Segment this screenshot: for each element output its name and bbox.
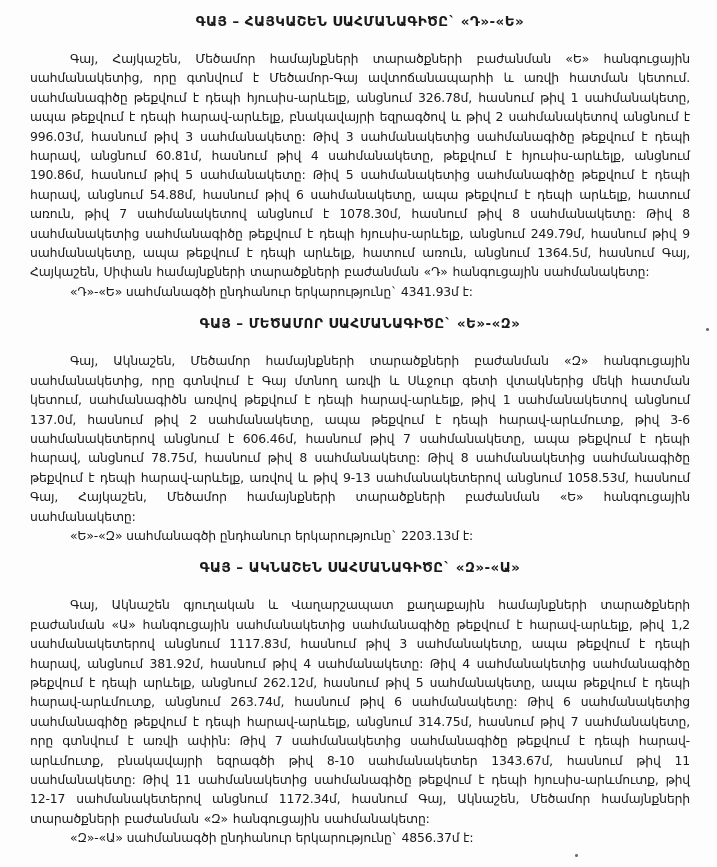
section-body-gay-aknashen: Գայ, Ակնաշեն գյուղական և Վաղարշապատ քաղաքային համայնքների տարածքների բաժանման «Ա» հանգուցային սահմանակետից սահմանագիծը թեքվում է հարավ-արևելք, թիվ 1,2 սահմանակետերով անցնում 1117.83մ, հասնում թիվ 3 սահմանակետը, ապա թեքվում է դեպի հարավ, անցնում 381.92մ, հասնում թիվ 4 սահմանակետը: Թիվ 4 սահմանակետից սահմանագիծը թեքվում է դեպի արևելք, անցնում 262.12մ, հասնում թիվ 5 սահմանակետը, ապա թեքվում է դեպի հարավ-արևմուտք, անցնում 263.74մ, հասնում թիվ 6 սահմանակետը: Թիվ 6 սահմանակետից սահմանագիծը թեքվում է դեպի հարավ-արևելք, անցնում 314.75մ, հասնում թիվ 7 սահմանակետը, որը գտնվում է առվի ափին: Թիվ 7 սահմանակետից սահմանագիծը թեքվում է դեպի հարավ-արևմուտք, բնակավայրի եզրագծի թիվ 8-10 սահմանակետեր 1343.67մ, հասնում թիվ 11 սահմանակետը: Թիվ 11 սահմանակետից սահմանագիծը թեքվում է դեպի հյուսիս-արևմուտք, թիվ 12-17 սահմանակետերով անցնում 1172.34մ, հասնում Գայ, Ակնաշեն, Մեծամոր համայնքների տարածքների բաժանման «Զ» հանգուցային սահմանակետը: bbox=[30, 597, 690, 826]
section-summary-gay-aknashen: «Զ»-«Ա» սահմանագծի ընդհանուր երկարությունը` 4856.37մ է: bbox=[70, 830, 474, 846]
scan-speck bbox=[575, 854, 578, 857]
section-heading-gay-metsamor: ԳԱՅ – ՄԵԾԱՄՈՐ ՍԱՀՄԱՆԱԳԻԾԸ` «Ե»-«Զ» bbox=[199, 316, 521, 333]
section-heading-gay-aknashen: ԳԱՅ – ԱԿՆԱՇԵՆ ՍԱՀՄԱՆԱԳԻԾԸ` «Զ»-«Ա» bbox=[199, 560, 521, 577]
section-gay-metsamor bbox=[30, 316, 690, 545]
section-body-gay-haykashen: Գայ, Հայկաշեն, Մեծամոր համայնքների տարածքների բաժանման «Ե» հանգուցային սահմանակետից, որը գտնվում է Մեծամոր-Գայ ավտոճանապարհի և առվի հատման կետում. սահմանագիծը թեքվում է դեպի հյուսիս-արևելք, անցնում 326.78մ, հասնում թիվ 1 սահմանակետը, ապա թեքվում է դեպի հարավ-արևելք, բնակավայրի եզրագծով և թիվ 2 սահմանակետով անցնում է 996.03մ, հասնում թիվ 3 սահմանակետը: Թիվ 3 սահմանակետից սահմանագիծը թեքվում է դեպի հարավ, անցնում 60.81մ, հասնում թիվ 4 սահմանակետը, թեքվում է հյուսիս-արևելք, անցնում 190.86մ, հասնում թիվ 5 սահմանակետը: Թիվ 5 սահմանակետից սահմանագիծը թեքվում է դեպի հարավ, անցնում 54.88մ, հասնում թիվ 6 սահմանակետը, ապա թեքվում է դեպի արևելք, հատում առուն, թիվ 7 սահմանակետով անցնում է 1078.30մ, հասնում թիվ 8 սահմանակետը: Թիվ 8 սահմանակետից սահմանագիծը թեքվում է դեպի հյուսիս-արևելք, անցնում 249.79մ, հասնում թիվ 9 սահմանակետը, ապա թեքվում է դեպի արևելք, հատում առուն, անցնում 1364.5մ, հասնում Գայ, Հայկաշեն, Սիփան համայնքների տարածքների բաժանման «Դ» հանգուցային սահմանակետը: bbox=[30, 51, 690, 280]
section-body-gay-metsamor: Գայ, Ակնաշեն, Մեծամոր համայնքների տարածքների բաժանման «Զ» հանգուցային սահմանակետից, որը գտնվում է Գայ մտնող առվի և Սևջուր գետի վտակներից մեկի հատման կետում, սահմանագիծն առվով թեքվում է դեպի հարավ-արևելք, թիվ 1 սահմանակետով անցնում 137.0մ, հասնում թիվ 2 սահմանակետը, ապա թեքվում է դեպի հարավ-արևմուտք, թիվ 3-6 սահմանակետերով անցնում է 606.46մ, հասնում թիվ 7 սահմանակետը, ապա թեքվում է դեպի հարավ, անցնում 78.75մ, հասնում թիվ 8 սահմանակետը: Թիվ 8 սահմանակետից սահմանագիծը թեքվում է դեպի հարավ-արևելք, առվով և թիվ 9-13 սահմանակետերով անցնում 1058.53մ, հասնում Գայ, Հայկաշեն, Մեծամոր համայնքների տարածքների բաժանման «Ե» հանգուցային սահմանակետը: bbox=[30, 353, 690, 524]
section-summary-gay-metsamor: «Ե»-«Զ» սահմանագծի ընդհանուր երկարությունը` 2203.13մ է: bbox=[70, 527, 474, 543]
section-gay-aknashen bbox=[30, 560, 690, 847]
section-heading-gay-haykashen: ԳԱՅ – ՀԱՅԿԱՇԵՆ ՍԱՀՄԱՆԱԳԻԾԸ` «Դ»-«Ե» bbox=[195, 14, 525, 30]
section-summary-gay-haykashen: «Դ»-«Ե» սահմանագծի ընդհանուր երկարությունը` 4341.93մ է: bbox=[70, 283, 473, 299]
scan-speck bbox=[706, 328, 709, 331]
section-gay-haykashen bbox=[30, 14, 690, 301]
